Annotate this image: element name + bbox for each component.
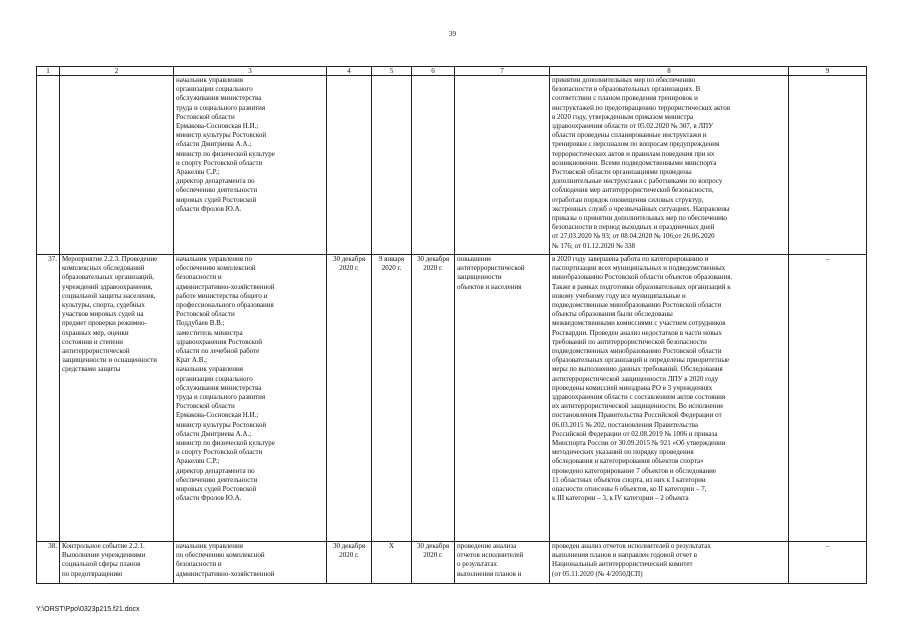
row-number — [37, 76, 60, 255]
table-row — [37, 76, 867, 255]
table-row — [37, 542, 867, 584]
expected-result: проведение анализа отчетов исполнителей о результатах выполнения планов и — [455, 542, 550, 584]
expected-result — [455, 76, 550, 255]
actual-end-date: 30 декабря 2020 г. — [412, 255, 455, 542]
actual-start-date: X — [372, 542, 412, 584]
reasons: – — [789, 255, 867, 542]
reasons — [789, 76, 867, 255]
column-number-row — [37, 67, 867, 76]
column-number: 2 — [60, 67, 174, 76]
column-number: 5 — [372, 67, 412, 76]
column-number: 9 — [789, 67, 867, 76]
reasons: – — [789, 542, 867, 584]
actual-start-date — [372, 76, 412, 255]
activity-name — [60, 76, 174, 255]
planned-end-date — [327, 76, 372, 255]
column-number: 7 — [455, 67, 550, 76]
report-table — [36, 66, 867, 584]
responsible-executors: начальник управления по обеспечению комплексной безопасности и административно-хозяйственной работе министерства общего и профессионального образования Ростовской области Поддубаев В.В.; заместитель министра здравоохранения Ростовской области по лечебной работе Крат А.В.; начальник управления организации социального обслуживания министерства труда и социального развития Ростовской области Ермакова-Сосновская Н.И.; министр культуры Ростовской области Дмитриева А.А.; министр по физической культуре и спорту Ростовской области Аракелян С.Р.; директор департамента по обеспечению деятельности мировых судей Ростовской области Фролов Ю.А. — [174, 255, 327, 542]
planned-end-date: 30 декабря 2020 г. — [327, 255, 372, 542]
row-number: 37. — [37, 255, 60, 542]
actual-end-date: 30 декабря 2020 г. — [412, 542, 455, 584]
table-row — [37, 255, 867, 542]
expected-result: повышение антитеррористической защищенности объектов и населения — [455, 255, 550, 542]
actual-end-date — [412, 76, 455, 255]
activity-name: Контрольное событие 2.2.1. Выполнение учреждениями социальной сферы планов по предотвращению — [60, 542, 174, 584]
actual-result: проведен анализ отчетов исполнителей о результатах выполнения планов и направлен годовой отчет в Национальный антитеррористический комитет (от 05.11.2020 (№ 4/2050ДСП) — [550, 542, 789, 584]
page-number: 39 — [449, 30, 456, 38]
actual-result: принятии дополнительных мер по обеспечению безопасности в образовательных организациях. В соответствии с планом проведения тренировок и инструктажей по предотвращению террористических актов в 2020 году, утвержденным приказом министра здравоохранения области от 05.02.2020 № 307, в ЛПУ области проведены спланированные инструктажи и тренировки с персоналом по вопросам предупреждения террористических актов и правилам поведения при их возникновении. Всеми подведомственными минспорта Ростовской области организациями проведены дополнительные инструктажи с работниками по вопросу соблюдения мер антитеррористической безопасности, отработан порядок оповещения силовых структур, экстренных служб о чрезвычайных ситуациях. Направлены приказы о принятии дополнительных мер по обеспечению безопасности в период выходных и праздничных дней от 27.03.2020 № 93; от 08.04.2020 № 106;от 26.06.2020 № 176; от 01.12.2020 № 338 — [550, 76, 789, 255]
actual-start-date: 9 января 2020 г. — [372, 255, 412, 542]
activity-name: Мероприятие 2.2.3. Проведение комплексных обследований образовательных организаций, учреждений здравоохранения, социальной защиты населения, культуры, спорта, судебных участков мировых судей на предмет проверки режимно- охранных мер, оценки состояния и степени антитеррористической защищенности и оснащенности средствами защиты — [60, 255, 174, 542]
column-number: 8 — [550, 67, 789, 76]
column-number: 4 — [327, 67, 372, 76]
row-number: 38. — [37, 542, 60, 584]
column-number: 3 — [174, 67, 327, 76]
actual-result: в 2020 году завершена работа по категорированию и паспортизации всех муниципальных и подведомственных минобразованию Ростовской области объектов образования. Также в рамках подготовки образовательных организаций к новому учебному году все муниципальные и подведомственные минобразованию Ростовской области объекты образования были обследованы межведомственными комиссиями с участием сотрудников Росгвардии. Проведен анализ недостатков в части новых требований по антитеррористической безопасности подведомственных минобразованию Ростовской области образовательных организаций и определены приоритетные меры по выполнению данных требований. Обследования антитеррористической защищенности ЛПУ в 2020 году проведены комиссией минздрава РО в 3 учреждениях здравоохранения области с составлением актов состояния их антитеррористической защищенности. Во исполнение постановления Правительства Российской Федерации от 06.03.2015 № 202, постановления Правительства Российской Федерации от 02.08.2019 № 1006 и приказа Минспорта России от 30.09.2015 № 921 «Об утверждении методических указаний по порядку проведения обследования и категорирования объектов спорта» проведено категорирование 7 объектов и обследование 11 областных объектов спорта, из них к I категории опасности отнесены 6 объектов, ко II категории – 7, к III категории – 3, к IV категории – 2 объекта — [550, 255, 789, 542]
column-number: 1 — [37, 67, 60, 76]
planned-end-date: 30 декабря 2020 г. — [327, 542, 372, 584]
file-path-footer: Y:\ORST\Ppo\0323p215.f21.docx — [36, 606, 140, 613]
responsible-executors: начальник управления по обеспечению комплексной безопасности и административно-хозяйственной — [174, 542, 327, 584]
responsible-executors: начальник управления организации социального обслуживания министерства труда и социального развития Ростовской области Ермакова-Сосновская Н.И.; министр культуры Ростовской области Дмитриева А.А.; министр по физической культуре и спорту Ростовской области Аракелян С.Р.; директор департамента по обеспечению деятельности мировых судей Ростовской области Фролов Ю.А. — [174, 76, 327, 255]
column-number: 6 — [412, 67, 455, 76]
